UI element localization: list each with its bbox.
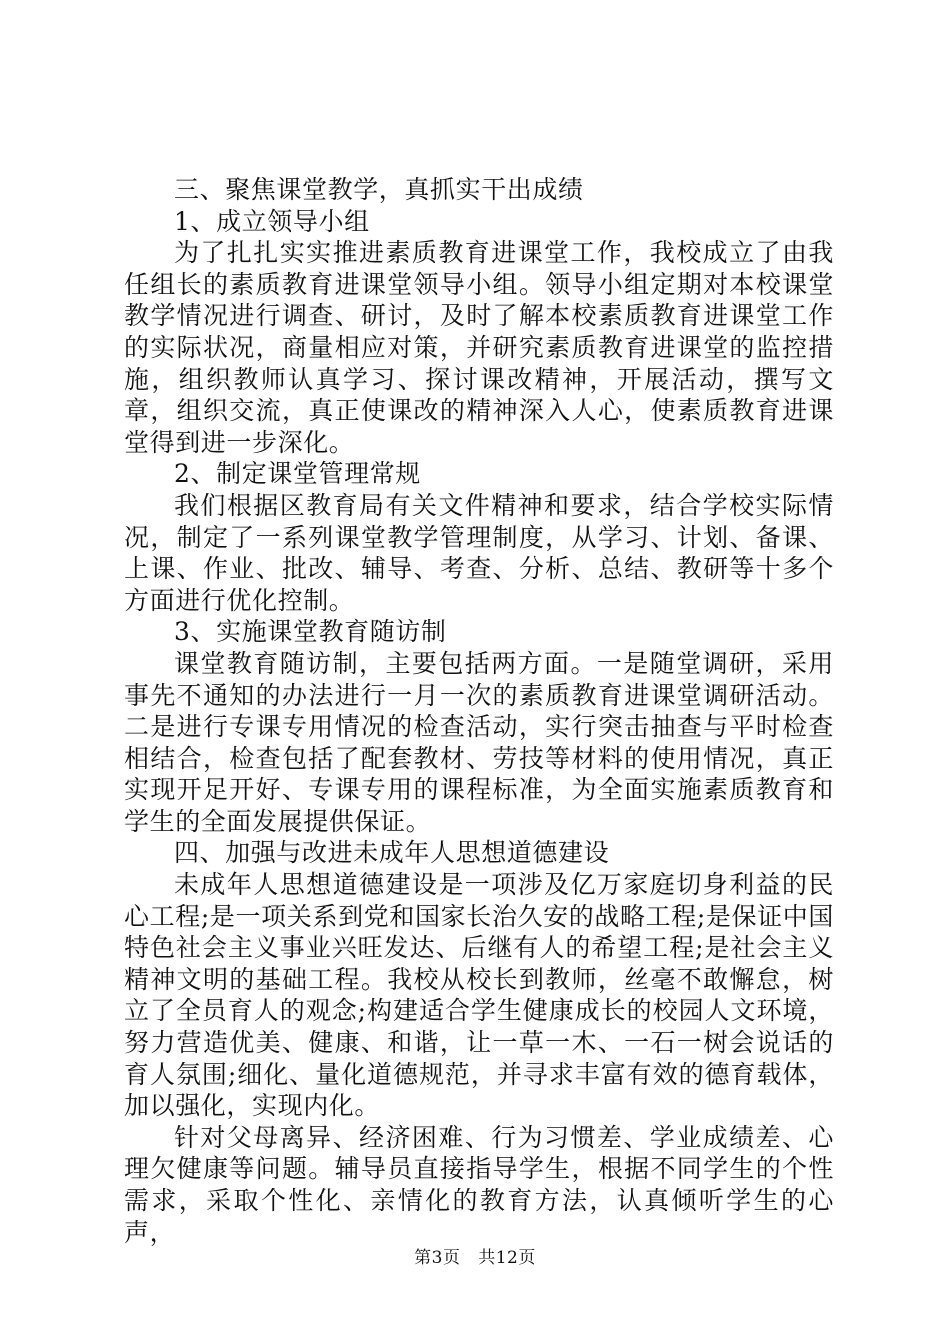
body-paragraph: 针对父母离异、经济困难、行为习惯差、学业成绩差、心理欠健康等问题。辅导员直接指导学生，根据不同学生的个性需求，采取个性化、亲情化的教育方法，认真倾听学生的心声， — [124, 1122, 834, 1247]
body-paragraph: 为了扎扎实实推进素质教育进课堂工作，我校成立了由我任组长的素质教育进课堂领导小组。领导小组定期对本校课堂教学情况进行调查、研讨，及时了解本校素质教育进课堂工作的实际状况，商量相应对策，并研究素质教育进课堂的监控措施，组织教师认真学习、探讨课改精神，开展活动，撰写文章，组织交流，真正使课改的精神深入人心，使素质教育进课堂得到进一步深化。 — [124, 238, 834, 457]
body-paragraph: 我们根据区教育局有关文件精神和要求，结合学校实际情况，制定了一系列课堂教学管理制度，从学习、计划、备课、上课、作业、批改、辅导、考查、分析、总结、教研等十多个方面进行优化控制。 — [124, 490, 834, 615]
body-paragraph: 课堂教育随访制，主要包括两方面。一是随堂调研，采用事先不通知的办法进行一月一次的素质教育进课堂调研活动。二是进行专课专用情况的检查活动，实行突击抽查与平时检查相结合，检查包括了配套教材、劳技等材料的使用情况，真正实现开足开好、专课专用的课程标准，为全面实施素质教育和学生的全面发展提供保证。 — [124, 648, 834, 836]
body-paragraph: 未成年人思想道德建设是一项涉及亿万家庭切身利益的民心工程;是一项关系到党和国家长治久安的战略工程;是保证中国特色社会主义事业兴旺发达、后继有人的希望工程;是社会主义精神文明的基础工程。我校从校长到教师，丝毫不敢懈怠，树立了全员育人的观念;构建适合学生健康成长的校园人文环境，努力营造优美、健康、和谐，让一草一木、一石一树会说话的育人氛围;细化、量化道德规范，并寻求丰富有效的德育载体，加以强化，实现内化。 — [124, 870, 834, 1121]
page-footer — [0, 1243, 950, 1268]
section-heading: 四、加强与改进未成年人思想道德建设 — [174, 838, 610, 868]
section-heading: 三、聚焦课堂教学，真抓实干出成绩 — [174, 175, 584, 204]
page-total: 共12页 — [478, 1248, 536, 1268]
subsection-heading: 3、实施课堂教育随访制 — [174, 617, 447, 647]
page-number: 第3页 — [414, 1248, 461, 1268]
document-body — [124, 174, 834, 1248]
subsection-heading: 2、制定课堂管理常规 — [174, 459, 421, 489]
subsection-heading: 1、成立领导小组 — [174, 206, 370, 236]
